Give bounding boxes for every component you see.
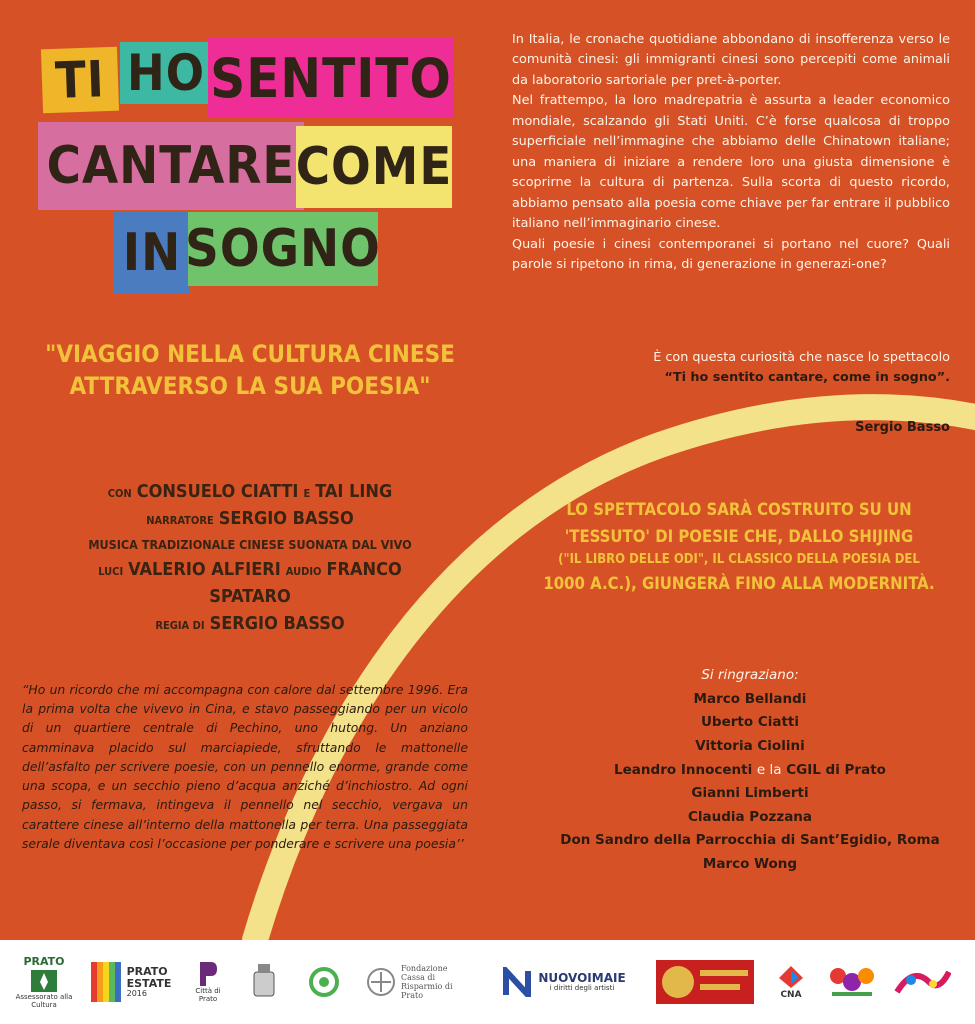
- embassy-emblem-icon: [656, 960, 754, 1004]
- thanks-name: Gianni Limberti: [691, 785, 809, 802]
- thanks-name: Marco Wong: [702, 856, 798, 872]
- show-description: LO SPETTACOLO SARÀ COSTRUITO SU UN 'TESSUTO' DI POESIE CHE, DALLO SHIJING ("IL LIBRO DELLE ODI", IL CLASSICO DELLA POESIA DEL 1000 A.C.), GIUNGERÀ FINO ALLA MODERNITÀ.: [543, 500, 935, 593]
- subtitle-line-1: "VIAGGIO NELLA CULTURA CINESE: [45, 340, 455, 368]
- credits-luci-audio: LUCI VALERIO ALFIERI AUDIO FRANCO SPATARO: [98, 559, 402, 607]
- title-word-sentito: SENTITO: [208, 38, 454, 118]
- n-logo-icon: [502, 967, 532, 997]
- credits-musica: MUSICA TRADIZIONALE CINESE SUONATA DAL VIVO: [88, 537, 412, 552]
- p-letter-icon: [197, 960, 219, 988]
- credits-narratore: NARRATORE SERGIO BASSO: [146, 508, 354, 529]
- green-swirl-icon: [309, 967, 339, 997]
- ornament-icon: [365, 966, 397, 998]
- thanks-name: Uberto Ciatti: [700, 714, 800, 731]
- intro-paragraph-3: Quali poesie i cinesi contemporanei si portano nel cuore? Quali parole si ripetono in rima, di generazione in generazi-one?: [512, 236, 950, 273]
- logo-colorful-lizard: [892, 954, 952, 1010]
- thanks-name: Claudia Pozzana: [687, 808, 813, 825]
- logo-fondazione: Fondazione Cassa di Risparmio di Prato: [360, 954, 478, 1010]
- thanks-heading: Si ringraziano:: [701, 667, 799, 683]
- subtitle-line-2: ATTRAVERSO LA SUA POESIA": [69, 372, 431, 401]
- title-word-ti: TI: [41, 47, 119, 114]
- title-word-in: IN: [114, 212, 190, 294]
- credits-cast: CON CONSUELO CIATTI E TAI LING: [107, 481, 393, 502]
- rainbow-icon: [91, 962, 123, 1002]
- lily-icon: [29, 968, 59, 994]
- logo-colorful-dragon: [824, 954, 880, 1010]
- author-signature: Sergio Basso: [855, 420, 950, 435]
- logo-citta-di-prato: Città di Prato: [186, 954, 230, 1010]
- lizard-art-icon: [893, 962, 951, 1002]
- intro-paragraph-2: Nel frattempo, la loro madrepatria è assurta a leader economico mondiale, scalzando gli Stati Uniti. C’è forse qualcosa di troppo superficiale nell’immagine che abbiamo delle Chinatown italiane; una maniera di iniziare a rendere loro una giusta dimensione è scoprirne la cultura di partenza. Sulla scorta di questo ricordo, abbiamo pensato alla poesia come chiave per far entrare il pubblico italiano nell’immaginario cinese.: [512, 93, 950, 232]
- dragon-art-icon: [826, 962, 878, 1002]
- credits-regia: REGIA DI SERGIO BASSO: [155, 613, 345, 634]
- intro-paragraph-1: In Italia, le cronache quotidiane abbondano di insofferenza verso le comunità cinesi: gli immigranti cinesi sono percepiti come animali da laboratorio sartoriale per pret-à-porter.: [512, 32, 950, 88]
- cna-star-icon: [777, 964, 805, 990]
- logo-cna: CNA: [770, 954, 812, 1010]
- thanks-name: Vittoria Ciolini: [695, 737, 805, 754]
- logo-nuovoimaie: NUOVOIMAIE i diritti degli artisti: [500, 954, 628, 1010]
- thanks-name: Don Sandro della Parrocchia di Sant’Egidio, Roma: [560, 832, 940, 849]
- title-word-cantare: CANTARE: [38, 122, 304, 210]
- sponsor-footer: [0, 940, 975, 1024]
- logo-chinese-embassy: [656, 954, 754, 1010]
- coat-of-arms-icon: [251, 962, 277, 1002]
- memory-quote: “Ho un ricordo che mi accompagna con calore dal settembre 1996. Era la prima volta che vivevo in Cina, e stavo passeggiando per un vicolo di un quartiere centrale di Pechino, uno hutong. Un anziano camminava placido sul marciapiede, sfruttando le mattonelle dell’asfalto per scrivere poesie, con un pennello enorme, grande come una scopa, e un secchio pieno d’acqua anziché d’inchiostro. Ad ogni passo, si fermava, intingeva il pennello nel secchio, vergava un carattere cinese all’interno della mattonella per terra. Una passeggiata serale diventava così l’occasione per ponderare e scrivere una poesia’’: [22, 682, 468, 851]
- logo-confucio: [300, 954, 348, 1010]
- title-word-ho: HO: [120, 42, 212, 104]
- closing-text: È con questa curiosità che nasce lo spettacolo “Ti ho sentito cantare, come in sogno”.: [653, 350, 950, 386]
- logo-coat-of-arms: [244, 954, 284, 1010]
- title-word-come: COME: [296, 126, 452, 208]
- subtitle: [20, 338, 480, 403]
- acknowledgements: [540, 664, 960, 877]
- logo-comune-prato: PRATO Assessorato alla Cultura: [15, 954, 73, 1009]
- credits: [60, 478, 440, 637]
- thanks-name: Marco Bellandi: [693, 690, 807, 707]
- title-word-sogno: SOGNO: [188, 212, 378, 286]
- thanks-name: Leandro Innocenti e la CGIL di Prato: [614, 761, 886, 778]
- logo-prato-estate: PRATO ESTATE 2016: [90, 954, 172, 1010]
- intro-text: [512, 30, 950, 276]
